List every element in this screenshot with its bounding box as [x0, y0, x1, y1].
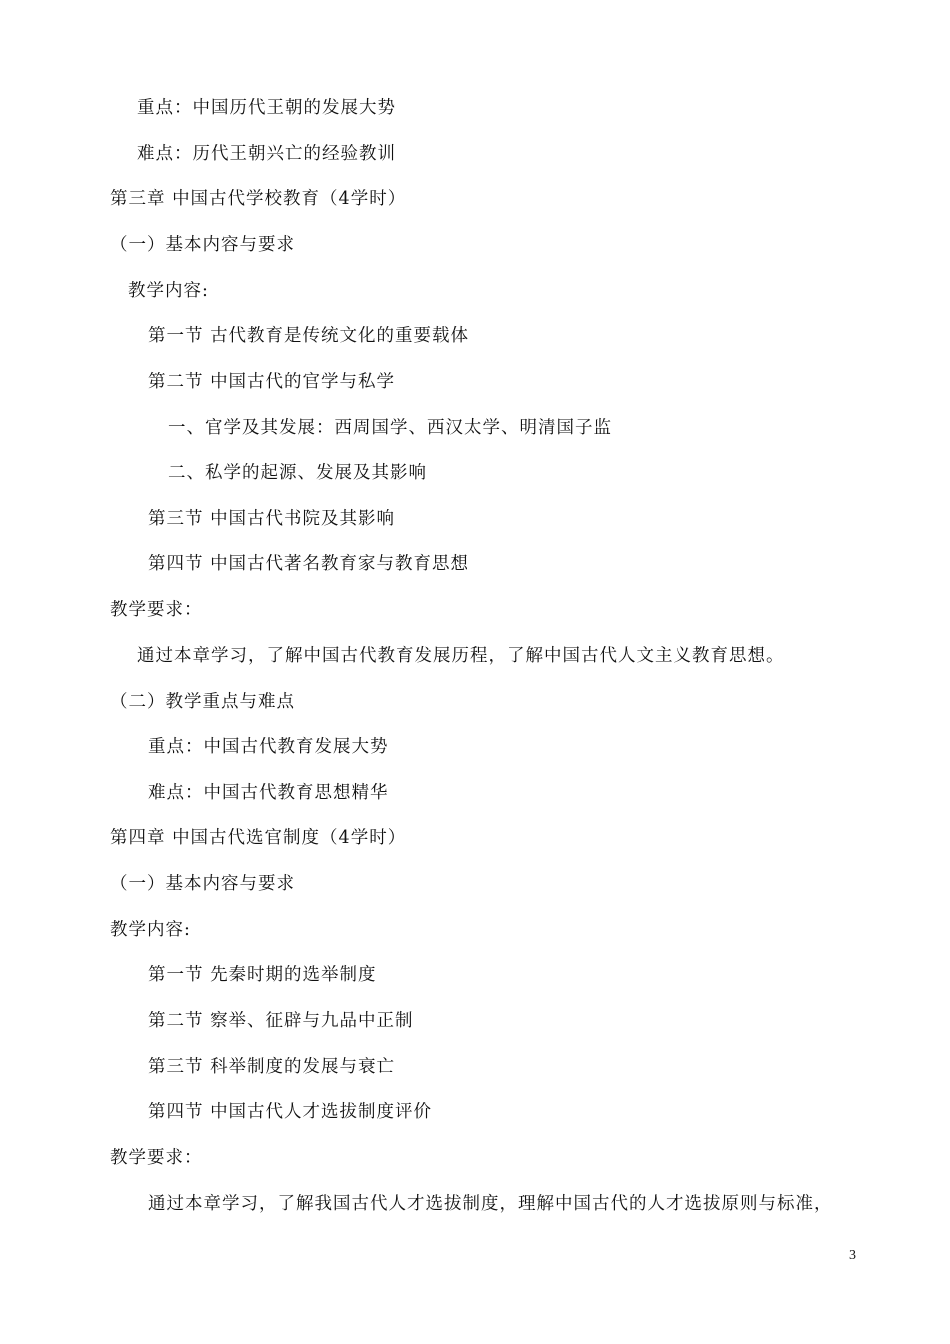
text-line: 教学内容:: [110, 920, 191, 940]
paragraph: 通过本章学习，了解我国古代人才选拔制度，理解中国古代的人才选拔原则与标准，: [148, 1194, 833, 1214]
chapter-heading: 第四章 中国古代选官制度（4学时）: [110, 828, 407, 848]
text-line: 重点：中国古代教育发展大势: [148, 737, 389, 757]
text-line: 第三节 中国古代书院及其影响: [148, 509, 396, 529]
text-line: 第一节 先秦时期的选举制度: [148, 965, 377, 985]
text-line: 难点：历代王朝兴亡的经验教训: [137, 144, 396, 164]
text-line: 第四节 中国古代著名教育家与教育思想: [148, 554, 470, 574]
text-line: 教学要求：: [110, 1148, 203, 1168]
page-number: 3: [849, 1248, 856, 1263]
section-heading: （二）教学重点与难点: [110, 692, 295, 712]
text-line: 第二节 察举、征辟与九品中正制: [148, 1011, 414, 1031]
paragraph: 通过本章学习，了解中国古代教育发展历程，了解中国古代人文主义教育思想。: [137, 646, 785, 666]
text-line: 难点：中国古代教育思想精华: [148, 783, 389, 803]
text-line: 教学要求：: [110, 600, 203, 620]
section-heading: （一）基本内容与要求: [110, 874, 295, 894]
text-line: 第四节 中国古代人才选拔制度评价: [148, 1102, 433, 1122]
text-line: 二、私学的起源、发展及其影响: [168, 463, 427, 483]
text-line: 第二节 中国古代的官学与私学: [148, 372, 396, 392]
text-line: 教学内容:: [128, 281, 209, 301]
text-line: 第一节 古代教育是传统文化的重要载体: [148, 326, 470, 346]
text-line: 一、官学及其发展：西周国学、西汉太学、明清国子监: [168, 418, 612, 438]
chapter-heading: 第三章 中国古代学校教育（4学时）: [110, 189, 407, 209]
text-line: 重点：中国历代王朝的发展大势: [137, 98, 396, 118]
text-line: 第三节 科举制度的发展与衰亡: [148, 1057, 396, 1077]
section-heading: （一）基本内容与要求: [110, 235, 295, 255]
